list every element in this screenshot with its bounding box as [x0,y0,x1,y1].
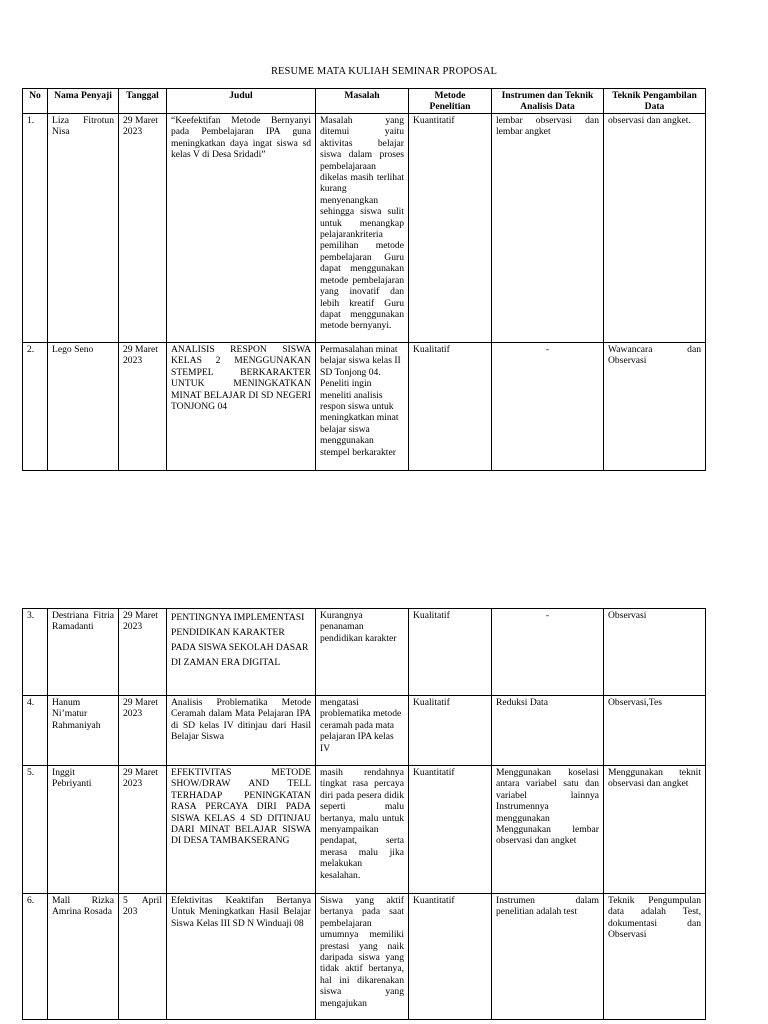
cell-instrumen: - [492,609,604,696]
table-row [23,696,706,766]
cell-tanggal: 29 Maret 2023 [119,696,167,766]
cell-instrumen: Reduksi Data [492,696,604,766]
cell-instrumen: - [492,343,604,471]
cell-tanggal: 29 Maret 2023 [119,343,167,471]
cell-teknik: Teknik Pengumpulan data adalah Test, dokumentasi dan Observasi [604,894,706,1020]
cell-no: 2. [23,343,48,471]
cell-nama: Liza Fitrotun Nisa [48,114,119,343]
cell-judul: PENTINGNYA IMPLEMENTASI PENDIDIKAN KARAKTER PADA SISWA SEKOLAH DASAR DI ZAMAN ERA DIGITAL [167,609,316,696]
cell-judul: EFEKTIVITAS METODE SHOW/DRAW AND TELL TERHADAP PENINGKATAN RASA PERCAYA DIRI PADA SISWA KELAS 4 SD DITINJAU DARI MINAT BELAJAR SISWA DI DESA TAMBAKSERANG [167,766,316,894]
cell-teknik: Observasi [604,609,706,696]
page-title: RESUME MATA KULIAH SEMINAR PROPOSAL [270,66,498,77]
cell-teknik: Observasi,Tes [604,696,706,766]
cell-teknik: observasi dan angket. [604,114,706,343]
cell-no: 6. [23,894,48,1020]
cell-masalah: masih rendahnya tingkat rasa percaya diri pada pesera didik seperti malu bertanya, malu untuk menyampaikan pendapat, serta merasa malu jika melakukan kesalahan. [316,766,409,894]
cell-nama: Destriana Fitria Ramadanti [48,609,119,696]
cell-no: 4. [23,696,48,766]
cell-judul: ANALISIS RESPON SISWA KELAS 2 MENGGUNAKAN STEMPEL BERKARAKTER UNTUK MENINGKATKAN MINAT BELAJAR DI SD NEGERI TONJONG 04 [167,343,316,471]
cell-metode: Kuantitatif [409,766,492,894]
cell-tanggal: 5 April 203 [119,894,167,1020]
header-masalah: Masalah [316,89,409,114]
cell-tanggal: 29 Maret 2023 [119,609,167,696]
header-instrumen: Instrumen dan Teknik Analisis Data [492,89,604,114]
table-row [23,894,706,1020]
cell-masalah: Permasalahan minat belajar siswa kelas II SD Tonjong 04. Peneliti ingin meneliti analisis respon siswa untuk meningkatkan minat belajar siswa menggunakan stempel berkarakter [316,343,409,471]
resume-table-part-1 [22,88,706,471]
cell-teknik: Wawancara dan Observasi [604,343,706,471]
header-teknik: Teknik Pengambilan Data [604,89,706,114]
cell-tanggal: 29 Maret 2023 [119,114,167,343]
cell-masalah: Masalah yang ditemui yaitu aktivitas belajar siswa dalam proses pembelajaraan dikelas masih terlihat kurang menyenangkan sehingga siswa sulit untuk menangkap pelajarankriteria pemilihan metode pembelajaran Guru dapat menggunakan metode pembelajaran yang inovatif dan lebih kreatif Guru dapat menggunakan metode bernyanyi. [316,114,409,343]
header-metode: Metode Penelitian [409,89,492,114]
cell-metode: Kuantitatif [409,114,492,343]
header-row [23,89,706,114]
cell-judul: Analisis Problematika Metode Ceramah dalam Mata Pelajaran IPA di SD kelas IV ditinjau dari Hasil Belajar Siswa [167,696,316,766]
cell-teknik: Menggunakan teknit observasi dan angket [604,766,706,894]
cell-metode: Kualitatif [409,343,492,471]
cell-instrumen: lembar observasi dan lembar angket [492,114,604,343]
cell-no: 5. [23,766,48,894]
cell-masalah: Siswa yang aktif bertanya pada saat pembelajaran umumnya memiliki prestasi yang naik daripada siswa yang tidak aktif bertanya, hal ini dikarenakan siswa yang mengajukan [316,894,409,1020]
cell-judul: Efektivitas Keaktifan Bertanya Untuk Meningkatkan Hasil Belajar Siswa Kelas III SD N Winduaji 08 [167,894,316,1020]
cell-masalah: Kurangnya penanaman pendidikan karakter [316,609,409,696]
cell-tanggal: 29 Maret 2023 [119,766,167,894]
cell-judul: “Keefektifan Metode Bernyanyi pada Pembelajaran IPA guna meningkatkan daya ingat siswa sd kelas V di Desa Sridadi” [167,114,316,343]
header-no: No [23,89,48,114]
table-row [23,766,706,894]
table-row [23,343,706,471]
cell-metode: Kuantitatif [409,894,492,1020]
cell-masalah: mengatasi problematika metode ceramah pada mata pelajaran IPA kelas IV [316,696,409,766]
cell-instrumen: Menggunakan koselasi antara variabel satu dan variabel lainnya Instrumennya menggunakan Menggunakan lembar observasi dan angket [492,766,604,894]
cell-metode: Kualitatif [409,609,492,696]
cell-instrumen: Instrumen dalam penelitian adalah test [492,894,604,1020]
header-nama: Nama Penyaji [48,89,119,114]
cell-metode: Kualitatif [409,696,492,766]
resume-table-part-2 [22,608,706,1020]
cell-nama: Hanum Ni’matur Rahmaniyah [48,696,119,766]
cell-nama: Mall Rizka Amrina Rosada [48,894,119,1020]
cell-nama: Lego Seno [48,343,119,471]
cell-nama: Inggit Pebriyanti [48,766,119,894]
cell-no: 1. [23,114,48,343]
table-row [23,114,706,343]
table-row [23,609,706,696]
header-tanggal: Tanggal [119,89,167,114]
cell-no: 3. [23,609,48,696]
header-judul: Judul [167,89,316,114]
